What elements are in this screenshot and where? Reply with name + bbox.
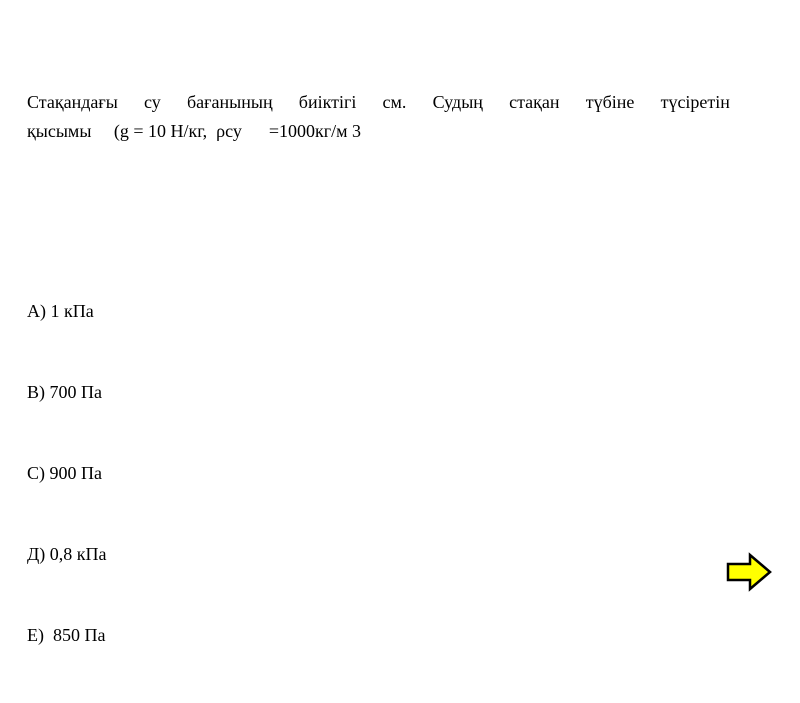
answer-option-a[interactable]: А) 1 кПа [27,301,94,321]
answer-option-d[interactable]: Д) 0,8 кПа [27,544,107,564]
question-line-1 [27,88,730,117]
question-word: см. [382,92,407,112]
answer-option-c[interactable]: С) 900 Па [27,463,102,483]
answer-option-e[interactable]: Е) 850 Па [27,625,106,645]
question-line-2: қысымы (g = 10 Н/кг, ρсу =1000кг/м 3 [27,121,362,141]
next-slide-button[interactable] [726,553,772,591]
question-word: түсіретін [660,92,730,112]
question-text [27,88,730,146]
question-word: бағанының [186,92,273,112]
answer-list [27,244,107,703]
answer-option-b[interactable]: В) 700 Па [27,382,102,402]
question-word: түбіне [585,92,635,112]
question-word: биіктігі [298,92,357,112]
question-word: Судың [432,92,483,112]
question-word: Стақандағы [27,92,118,112]
question-word: стақан [509,92,560,112]
right-arrow-icon [726,553,772,591]
question-word: су [144,92,161,112]
